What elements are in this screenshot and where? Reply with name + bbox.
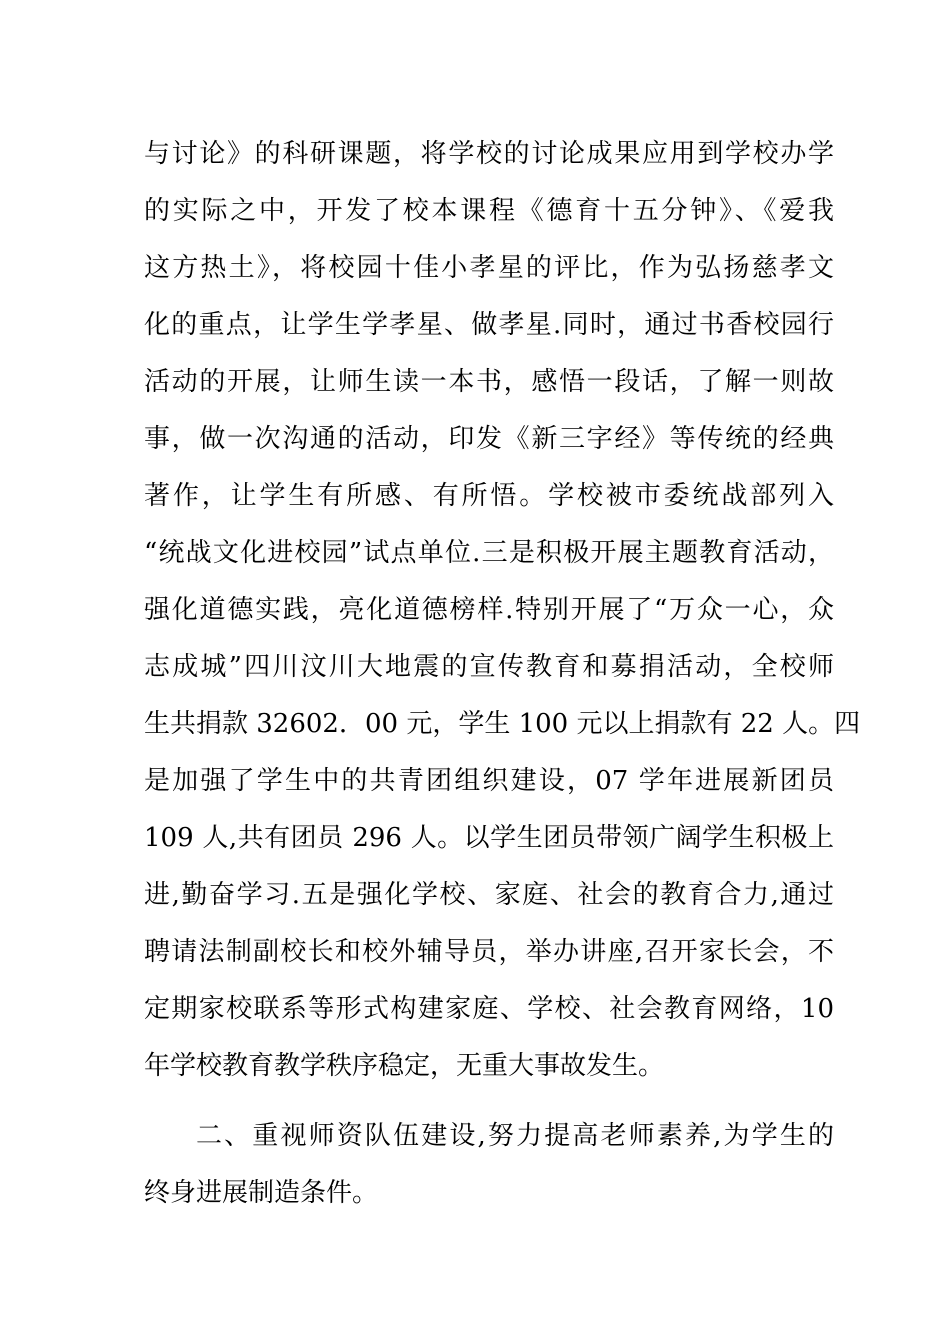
- text-line: 事，做一次沟通的活动，印发《新三字经》等传统的经典: [144, 424, 834, 454]
- text-line: 二、重视师资队伍建设,努力提高老师素养,为学生的: [196, 1121, 834, 1151]
- text-line: 聘请法制副校长和校外辅导员，举办讲座,召开家长会，不: [144, 937, 834, 967]
- text-line: 志成城”四川汶川大地震的宣传教育和募捐活动，全校师: [144, 652, 834, 682]
- paragraph-gap: [144, 1095, 834, 1108]
- paragraph-2: [144, 1108, 834, 1222]
- text-line: 著作，让学生有所感、有所悟。学校被市委统战部列入: [144, 481, 834, 511]
- text-line: 强化道德实践，亮化道德榜样.特别开展了“万众一心，众: [144, 595, 834, 625]
- text-line: 进,勤奋学习.五是强化学校、家庭、社会的教育合力,通过: [144, 880, 834, 910]
- text-line: 的实际之中，开发了校本课程《德育十五分钟》、《爱我: [144, 196, 834, 226]
- text-line: 这方热土》，将校园十佳小孝星的评比，作为弘扬慈孝文: [144, 253, 834, 283]
- paragraph-1: [144, 126, 861, 1095]
- document-body: [144, 126, 861, 1222]
- text-line: 与讨论》的科研课题，将学校的讨论成果应用到学校办学: [144, 139, 834, 169]
- text-line: 终身进展制造条件。: [144, 1178, 379, 1208]
- text-line: 定期家校联系等形式构建家庭、学校、社会教育网络，10: [144, 994, 834, 1024]
- text-line: 年学校教育教学秩序稳定，无重大事故发生。: [144, 1051, 665, 1081]
- text-line: 化的重点，让学生学孝星、做孝星.同时，通过书香校园行: [144, 310, 834, 340]
- text-line: “统战文化进校园”试点单位.三是积极开展主题教育活动，: [144, 538, 834, 568]
- text-line: 生共捐款 32602．00 元，学生 100 元以上捐款有 22 人。四: [144, 709, 861, 739]
- text-line: 活动的开展，让师生读一本书，感悟一段话，了解一则故: [144, 367, 834, 397]
- text-line: 是加强了学生中的共青团组织建设，07 学年进展新团员: [144, 766, 834, 796]
- text-line: 109 人,共有团员 296 人。以学生团员带领广阔学生积极上: [144, 823, 834, 853]
